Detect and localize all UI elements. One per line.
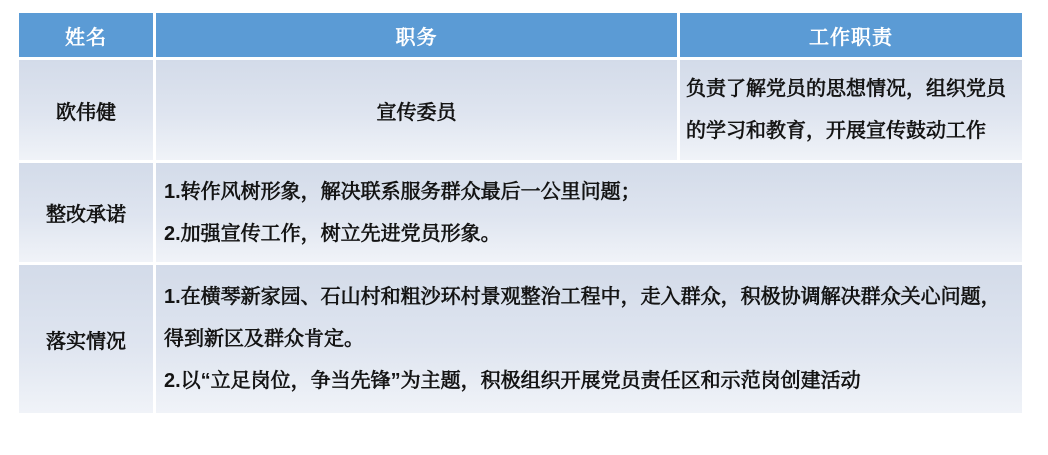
header-position: 职务 [156, 13, 677, 57]
commitment-line-1: 1.转作风树形象，解决联系服务群众最后一公里问题； [164, 180, 641, 203]
commitment-label-cell: 整改承诺 [19, 163, 153, 262]
header-name: 姓名 [19, 13, 153, 57]
implementation-line-1: 1.在横琴新家园、石山村和粗沙环村景观整治工程中，走入群众，积极协调解决群众关心问题， [164, 286, 1001, 308]
implementation-line-2: 得到新区及群众肯定。 [164, 328, 364, 350]
table-header-row [19, 13, 1022, 57]
implementation-row [19, 265, 1022, 413]
member-row [19, 60, 1022, 160]
implementation-content-cell [156, 265, 1022, 413]
commitment-content-cell [156, 163, 1022, 262]
member-name-cell: 欧伟健 [19, 60, 153, 160]
header-responsibility: 工作职责 [680, 13, 1022, 57]
party-member-duty-table [16, 10, 1025, 416]
member-position-cell: 宣传委员 [156, 60, 677, 160]
responsibility-line-2: 的学习和教育，开展宣传鼓动工作 [686, 120, 986, 142]
commitment-row [19, 163, 1022, 262]
responsibility-line-1: 负责了解党员的思想情况，组织党员 [686, 78, 1006, 100]
member-responsibility-cell [680, 60, 1022, 160]
commitment-line-2: 2.加强宣传工作，树立先进党员形象。 [164, 222, 501, 245]
implementation-label-cell: 落实情况 [19, 265, 153, 413]
implementation-line-3: 2.以“立足岗位，争当先锋”为主题，积极组织开展党员责任区和示范岗创建活动 [164, 370, 861, 392]
